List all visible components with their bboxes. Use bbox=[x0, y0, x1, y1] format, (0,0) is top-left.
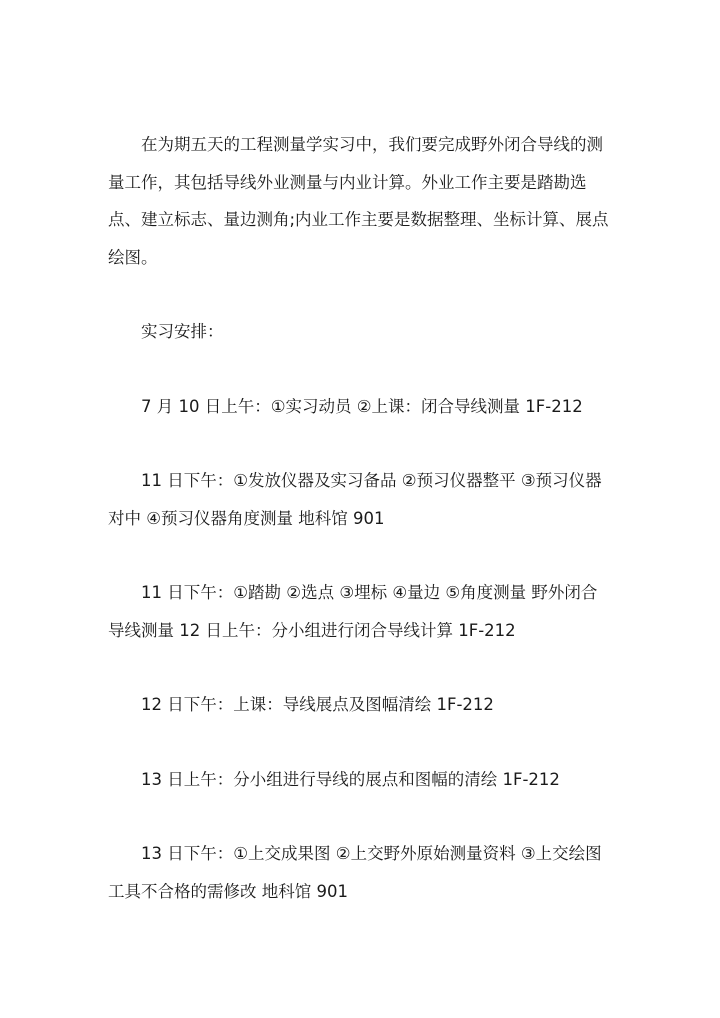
schedule-item: 11 日下午：①发放仪器及实习备品 ②预习仪器整平 ③预习仪器对中 ④预习仪器角度测量 地科馆 901 bbox=[108, 471, 602, 528]
schedule-item: 7 月 10 日上午：①实习动员 ②上课：闭合导线测量 1F-212 bbox=[141, 396, 583, 416]
document-body bbox=[108, 126, 612, 910]
schedule-item: 13 日上午：分小组进行导线的展点和图幅的清绘 1F-212 bbox=[141, 769, 560, 789]
schedule-item: 13 日下午：①上交成果图 ②上交野外原始测量资料 ③上交绘图工具不合格的需修改 地科馆 901 bbox=[108, 844, 602, 901]
schedule-heading: 实习安排： bbox=[141, 322, 224, 341]
schedule-item: 11 日下午：①踏勘 ②选点 ③埋标 ④量边 ⑤角度测量 野外闭合导线测量 12 日上午：分小组进行闭合导线计算 1F-212 bbox=[108, 583, 598, 640]
schedule-item: 12 日下午：上课：导线展点及图幅清绘 1F-212 bbox=[141, 695, 494, 714]
intro-paragraph: 在为期五天的工程测量学实习中，我们要完成野外闭合导线的测量工作，其包括导线外业测量与内业计算。外业工作主要是踏勘选点、建立标志、量边测角;内业工作主要是数据整理、坐标计算、展点绘图。 bbox=[108, 135, 609, 267]
